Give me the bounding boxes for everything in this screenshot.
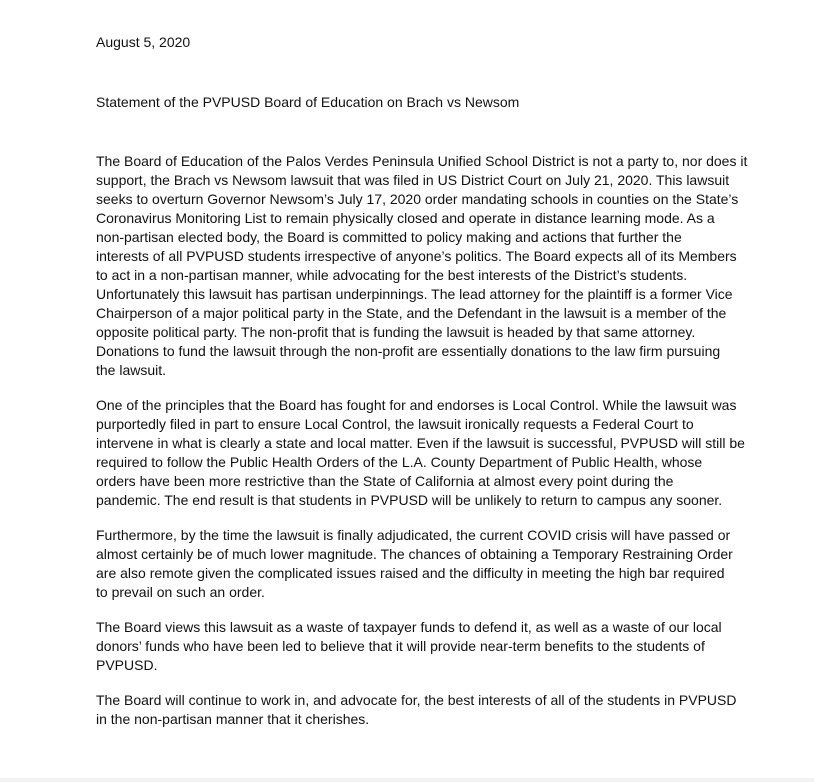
paragraph-3 [96,526,733,602]
paragraph-4 [96,618,724,675]
text-line: almost certainly be of much lower magnitude. The chances of obtaining a Temporary Restraining Order [96,546,733,562]
document-date: August 5, 2020 [96,34,191,50]
text-line: Donations to fund the lawsuit through the non-profit are essentially donations to the law firm pursuing [96,343,721,359]
document-body [96,152,748,745]
text-line: purportedly filed in part to ensure Local Control, the lawsuit ironically requests a Federal Court to [96,416,694,432]
text-line: required to follow the Public Health Orders of the L.A. County Department of Public Health, whose [96,454,703,470]
text-line: to prevail on such an order. [96,584,265,600]
text-line: The Board views this lawsuit as a waste of taxpayer funds to defend it, as well as a waste of our local [96,619,722,635]
text-line: Furthermore, by the time the lawsuit is finally adjudicated, the current COVID crisis will have passed or [96,527,731,543]
text-line: opposite political party. The non-profit that is funding the lawsuit is headed by that same attorney. [96,324,696,340]
text-line: the lawsuit. [96,362,167,378]
text-line: Coronavirus Monitoring List to remain physically closed and operate in distance learning mode. As a [96,210,715,226]
text-line: non-partisan elected body, the Board is committed to policy making and actions that further the [96,229,682,245]
text-line: interests of all PVPUSD students irrespective of anyone’s politics. The Board expects all of its Members [96,248,737,264]
document-title: Statement of the PVPUSD Board of Education on Brach vs Newsom [96,94,520,110]
text-line: Unfortunately this lawsuit has partisan underpinnings. The lead attorney for the plaintiff is a former Vice [96,286,733,302]
paragraph-5 [96,691,737,729]
text-line: The Board of Education of the Palos Verdes Peninsula Unified School District is not a party to, nor does it [96,153,748,169]
text-line: donors’ funds who have been led to believe that it will provide near-term benefits to the students of [96,638,705,654]
text-line: are also remote given the complicated issues raised and the difficulty in meeting the high bar required [96,565,725,581]
paragraph-2 [96,396,745,510]
text-line: One of the principles that the Board has fought for and endorses is Local Control. While the lawsuit was [96,397,737,413]
text-line: support, the Brach vs Newsom lawsuit that was filed in US District Court on July 21, 2020. This lawsuit [96,172,730,188]
paragraph-1 [96,152,748,380]
text-line: pandemic. The end result is that students in PVPUSD will be unlikely to return to campus any sooner. [96,492,723,508]
text-line: Chairperson of a major political party in the State, and the Defendant in the lawsuit is a member of the [96,305,727,321]
text-line: seeks to overturn Governor Newsom’s July 17, 2020 order mandating schools in counties on the State’s [96,191,739,207]
text-line: PVPUSD. [96,657,158,673]
text-line: to act in a non-partisan manner, while advocating for the best interests of the District’s students. [96,267,688,283]
text-line: intervene in what is clearly a state and local matter. Even if the lawsuit is successful, PVPUSD will still be [96,435,745,451]
page-bottom-edge [0,778,814,782]
text-line: orders have been more restrictive than the State of California at almost every point during the [96,473,674,489]
text-line: The Board will continue to work in, and advocate for, the best interests of all of the students in PVPUSD [96,692,737,708]
text-line: in the non-partisan manner that it cherishes. [96,711,370,727]
